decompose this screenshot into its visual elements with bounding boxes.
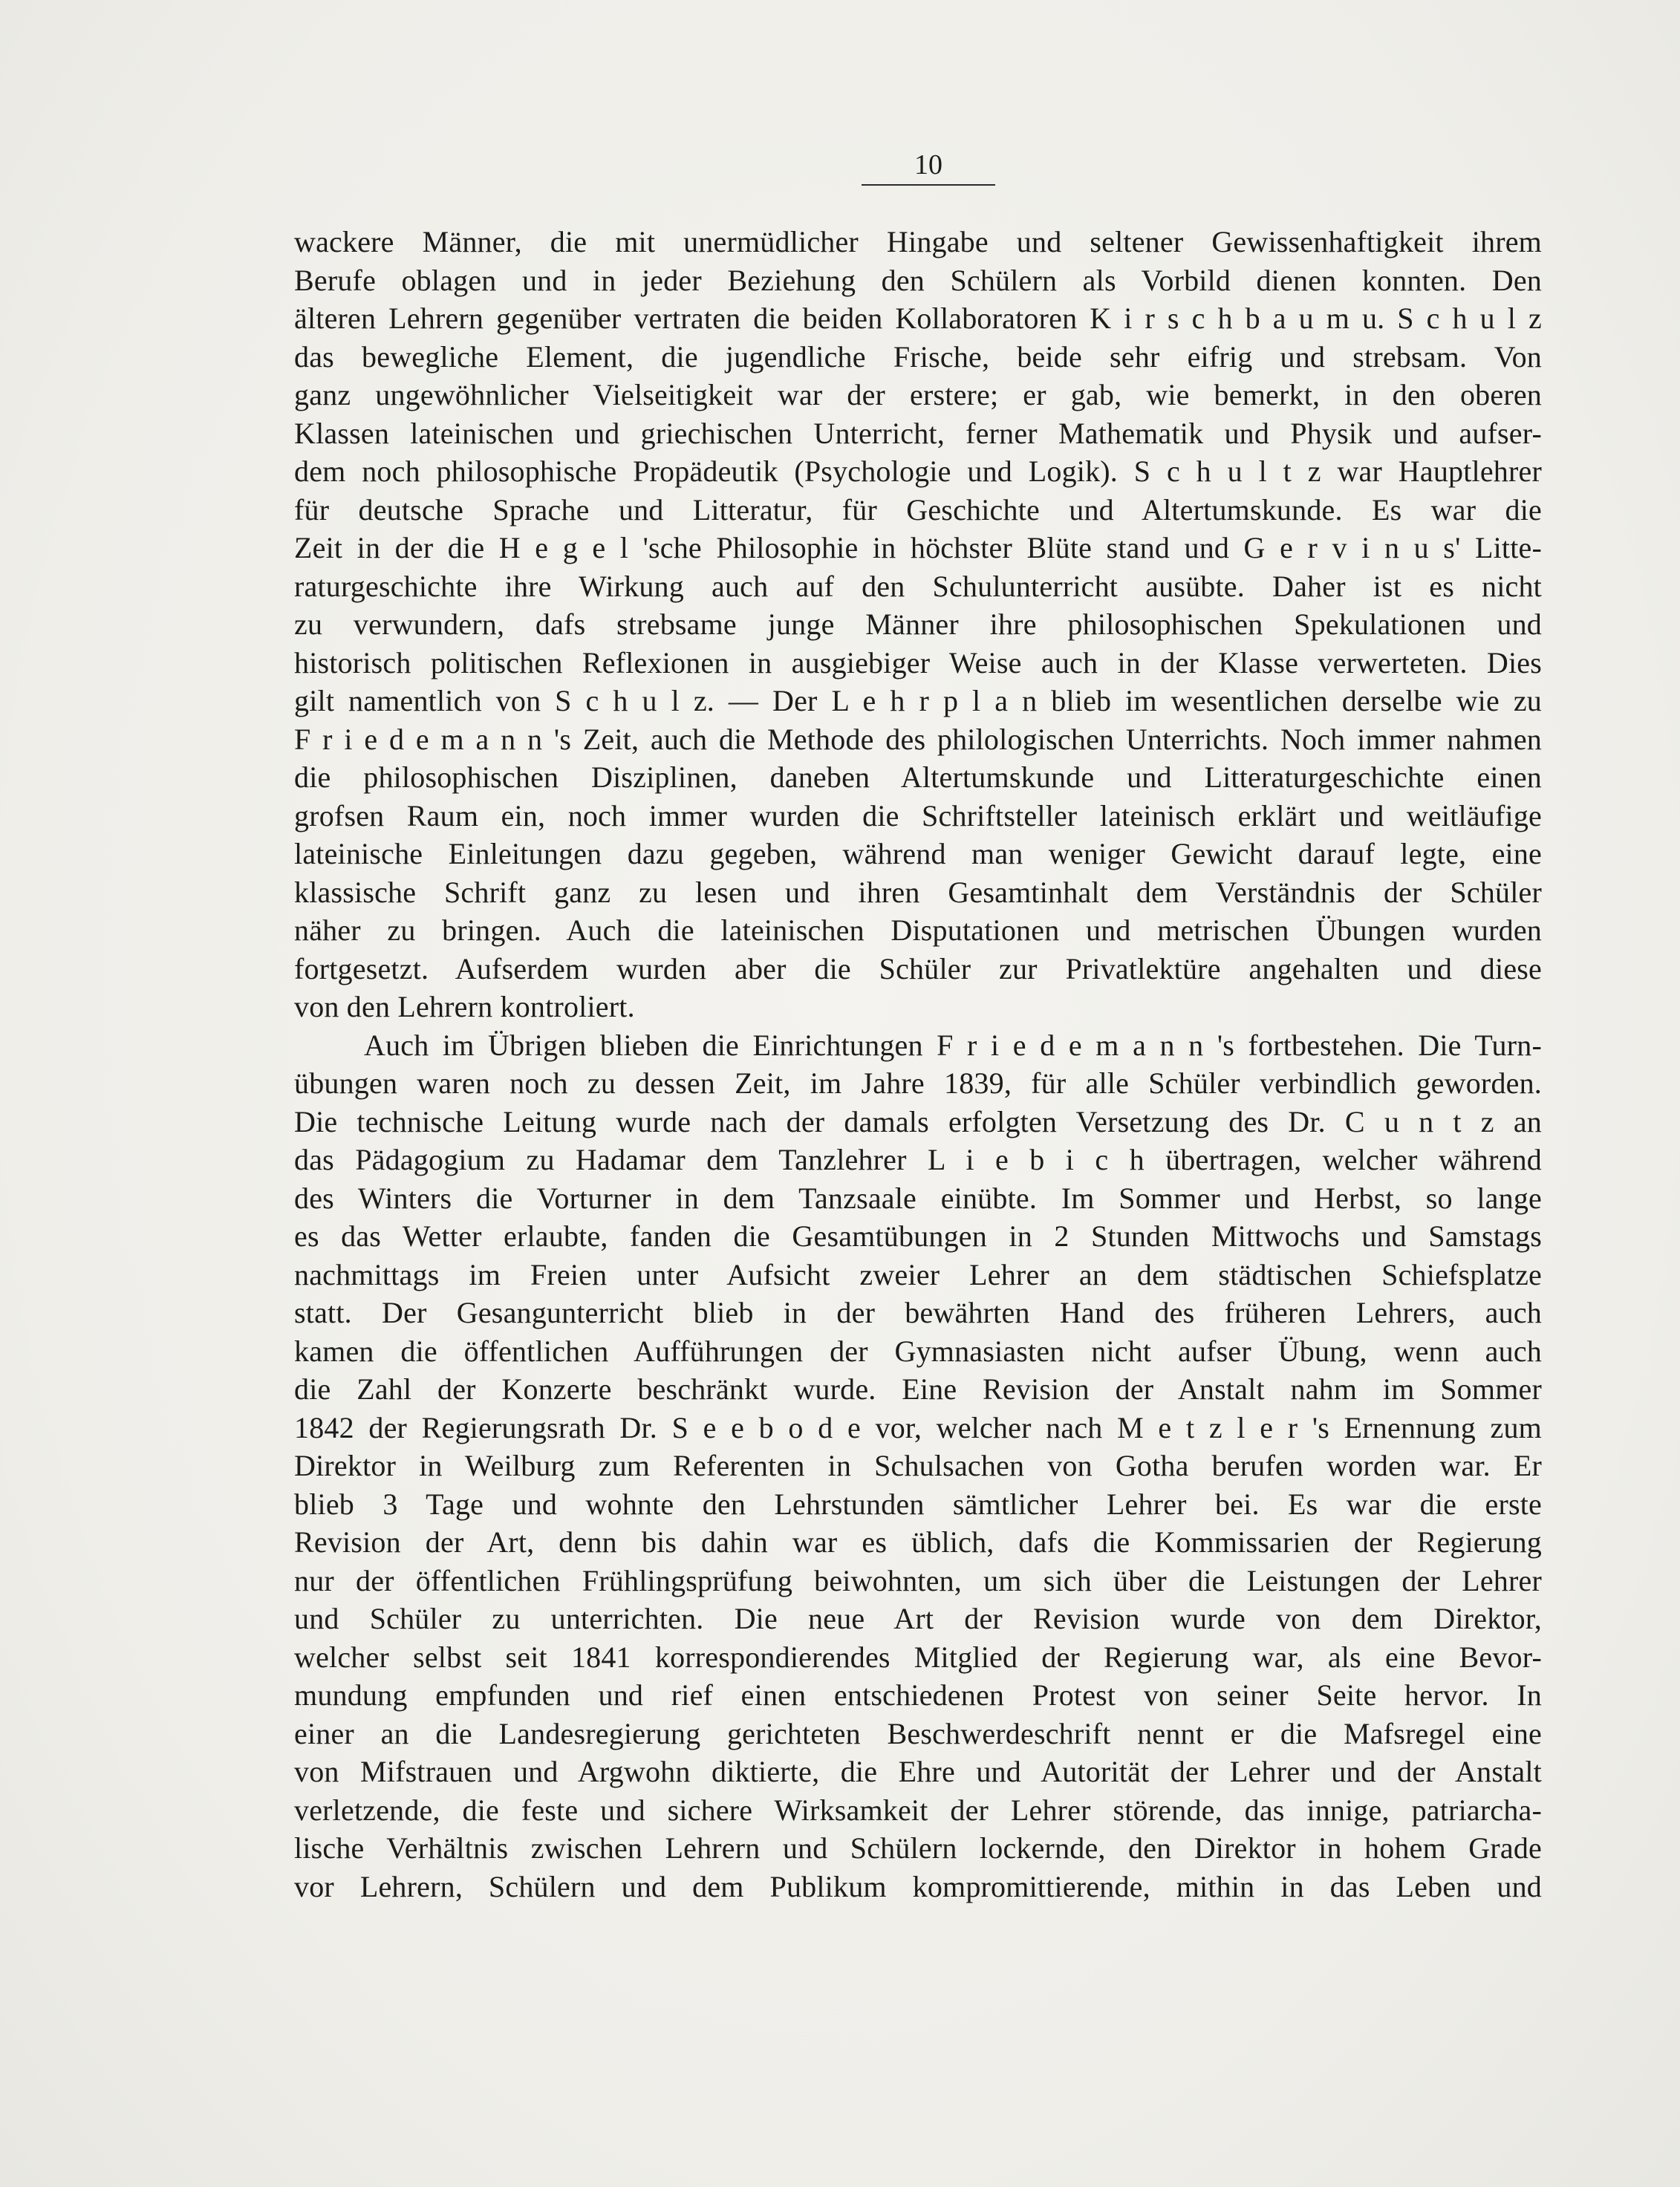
text-line: von Mifstrauen und Argwohn diktierte, die Ehre und Autorität der Lehrer und der Anstalt	[294, 1755, 1542, 1788]
text-line: Klassen lateinischen und griechischen Unterricht, ferner Mathematik und Physik und aufser-	[294, 416, 1542, 450]
text-line: Zeit in der die H e g e l 'sche Philosophie in höchster Blüte stand und G e r v i n u s' Litte-	[294, 531, 1542, 564]
text-line: lateinische Einleitungen dazu gegeben, während man weniger Gewicht darauf legte, eine	[294, 837, 1542, 870]
text-line: älteren Lehrern gegenüber vertraten die beiden Kollaboratoren K i r s c h b a u m u. S c h u l z	[294, 302, 1542, 335]
text-line: 1842 der Regierungsrath Dr. S e e b o d e vor, welcher nach M e t z l e r 's Ernennung zum	[294, 1410, 1542, 1444]
text-line: das bewegliche Element, die jugendliche Frische, beide sehr eifrig und strebsam. Von	[294, 339, 1542, 374]
text-line: ganz ungewöhnlicher Vielseitigkeit war der erstere; er gab, wie bemerkt, in den oberen	[294, 378, 1542, 411]
text-line: Direktor in Weilburg zum Referenten in Schulsachen von Gotha berufen worden war. Er	[294, 1449, 1542, 1482]
text-line: F r i e d e m a n n 's Zeit, auch die Methode des philologischen Unterrichts. Noch immer nahmen	[294, 722, 1542, 756]
text-line: Auch im Übrigen blieben die Einrichtungen F r i e d e m a n n 's fortbestehen. Die Turn-	[364, 1028, 1542, 1062]
text-line: historisch politischen Reflexionen in ausgiebiger Weise auch in der Klasse verwerteten. Dies	[294, 645, 1542, 679]
text-line: näher zu bringen. Auch die lateinischen Disputationen und metrischen Übungen wurden	[294, 913, 1542, 947]
text-line: des Winters die Vorturner in dem Tanzsaale einübte. Im Sommer und Herbst, so lange	[294, 1181, 1542, 1215]
text-line: nachmittags im Freien unter Aufsicht zweier Lehrer an dem städtischen Schiefsplatze	[294, 1257, 1542, 1291]
text-line: kamen die öffentlichen Aufführungen der Gymnasiasten nicht aufser Übung, wenn auch	[294, 1334, 1542, 1368]
text-line: es das Wetter erlaubte, fanden die Gesamtübungen in 2 Stunden Mittwochs und Samstags	[294, 1219, 1542, 1253]
text-line: Revision der Art, denn bis dahin war es üblich, dafs die Kommissarien der Regierung	[294, 1525, 1542, 1559]
text-line: die philosophischen Disziplinen, daneben Altertumskunde und Litteraturgeschichte einen	[294, 760, 1542, 794]
text-line: gilt namentlich von S c h u l z. — Der L e h r p l a n blieb im wesentlichen derselbe wie zu	[294, 684, 1542, 717]
text-line: statt. Der Gesangunterricht blieb in der bewährten Hand des früheren Lehrers, auch	[294, 1296, 1542, 1329]
text-line: vor Lehrern, Schülern und dem Publikum kompromittierende, mithin in das Leben und	[294, 1869, 1542, 1903]
text-line: Berufe oblagen und in jeder Beziehung den Schülern als Vorbild dienen konnten. Den	[294, 263, 1542, 297]
header-rule	[862, 184, 995, 186]
text-line: Die technische Leitung wurde nach der damals erfolgten Versetzung des Dr. C u n t z an	[294, 1104, 1542, 1138]
text-line: welcher selbst seit 1841 korrespondierendes Mitglied der Regierung war, als eine Bevor-	[294, 1640, 1542, 1674]
text-line: wackere Männer, die mit unermüdlicher Hingabe und seltener Gewissenhaftigkeit ihrem	[294, 225, 1542, 258]
text-line: übungen waren noch zu dessen Zeit, im Jahre 1839, für alle Schüler verbindlich geworden.	[294, 1066, 1542, 1100]
text-line: verletzende, die feste und sichere Wirksamkeit der Lehrer störende, das innige, patriarcha-	[294, 1793, 1542, 1827]
text-line: die Zahl der Konzerte beschränkt wurde. Eine Revision der Anstalt nahm im Sommer	[294, 1372, 1542, 1406]
text-line: nur der öffentlichen Frühlingsprüfung beiwohnten, um sich über die Leistungen der Lehrer	[294, 1563, 1542, 1597]
body-text	[294, 223, 1542, 1906]
text-line: zu verwundern, dafs strebsame junge Männer ihre philosophischen Spekulationen und	[294, 607, 1542, 641]
text-line: und Schüler zu unterrichten. Die neue Art der Revision wurde von dem Direktor,	[294, 1602, 1542, 1635]
text-line: für deutsche Sprache und Litteratur, für Geschichte und Altertumskunde. Es war die	[294, 492, 1542, 527]
text-line: blieb 3 Tage und wohnte den Lehrstunden sämtlicher Lehrer bei. Es war die erste	[294, 1487, 1542, 1521]
text-line: das Pädagogium zu Hadamar dem Tanzlehrer L i e b i c h übertragen, welcher während	[294, 1143, 1542, 1176]
page-number: 10	[914, 149, 942, 180]
text-line: einer an die Landesregierung gerichteten Beschwerdeschrift nennt er die Mafsregel eine	[294, 1716, 1542, 1750]
text-line: grofsen Raum ein, noch immer wurden die Schriftsteller lateinisch erklärt und weitläufige	[294, 798, 1542, 832]
text-line: mundung empfunden und rief einen entschiedenen Protest von seiner Seite hervor. In	[294, 1678, 1542, 1712]
text-line: klassische Schrift ganz zu lesen und ihren Gesamtinhalt dem Verständnis der Schüler	[294, 875, 1542, 909]
text-line: von den Lehrern kontroliert.	[294, 990, 635, 1023]
text-line: raturgeschichte ihre Wirkung auch auf den Schulunterricht ausübte. Daher ist es nicht	[294, 569, 1542, 603]
text-line: fortgesetzt. Aufserdem wurden aber die Schüler zur Privatlektüre angehalten und diese	[294, 951, 1542, 985]
text-line: lische Verhältnis zwischen Lehrern und Schülern lockernde, den Direktor in hohem Grade	[294, 1831, 1542, 1865]
text-line: dem noch philosophische Propädeutik (Psychologie und Logik). S c h u l t z war Hauptlehrer	[294, 454, 1542, 488]
page-header	[862, 149, 995, 186]
